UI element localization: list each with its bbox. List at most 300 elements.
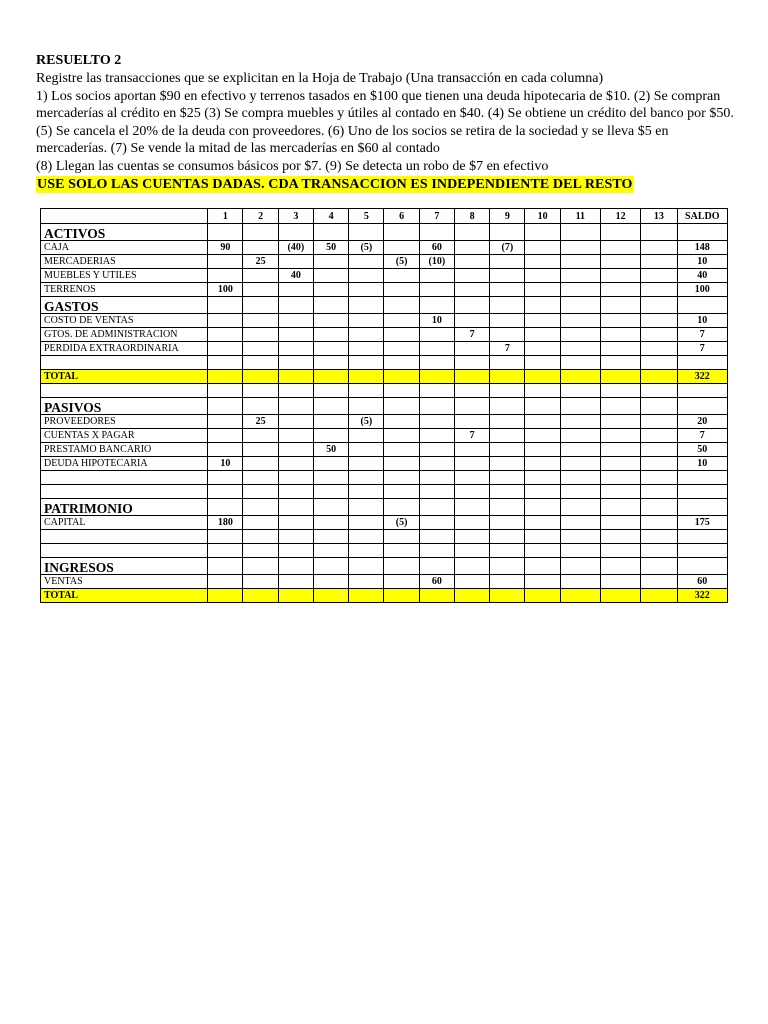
value-cell [278,370,313,384]
value-cell [384,471,419,485]
value-cell [243,544,278,558]
value-cell [525,558,560,575]
value-cell [600,575,640,589]
value-cell [349,471,384,485]
value-cell [525,457,560,471]
value-cell [600,443,640,457]
value-cell [349,558,384,575]
value-cell [313,328,348,342]
value-cell [419,471,454,485]
value-cell [349,314,384,328]
value-cell [560,241,600,255]
value-cell [278,224,313,241]
value-cell: (10) [419,255,454,269]
value-cell [641,471,677,485]
value-cell [641,457,677,471]
value-cell [454,516,489,530]
value-cell [384,224,419,241]
value-cell [600,384,640,398]
worksheet-table [40,208,728,603]
account-label [41,530,208,544]
value-cell [600,558,640,575]
value-cell [349,356,384,370]
value-cell [349,516,384,530]
value-cell: 40 [278,269,313,283]
value-cell: 148 [677,241,727,255]
value-cell [641,398,677,415]
value-cell [243,398,278,415]
value-cell [560,499,600,516]
value-cell: (5) [384,516,419,530]
value-cell [208,297,243,314]
value-cell [208,443,243,457]
value-cell [208,314,243,328]
value-cell [454,370,489,384]
value-cell [419,283,454,297]
value-cell [384,356,419,370]
blank-row [41,485,728,499]
column-header-2: 2 [243,209,278,224]
value-cell [243,241,278,255]
value-cell [677,471,727,485]
value-cell [560,342,600,356]
value-cell [490,384,525,398]
value-cell [641,314,677,328]
value-cell [243,558,278,575]
value-cell [525,429,560,443]
account-label [41,485,208,499]
value-cell [384,415,419,429]
value-cell: (40) [278,241,313,255]
value-cell [243,297,278,314]
value-cell [641,575,677,589]
value-cell: 10 [677,314,727,328]
value-cell: 90 [208,241,243,255]
section-row [41,398,728,415]
account-label [41,356,208,370]
value-cell: 10 [677,457,727,471]
value-cell [208,530,243,544]
value-cell [384,429,419,443]
value-cell [560,530,600,544]
table-row [41,516,728,530]
transactions-description: 1) Los socios aportan $90 en efectivo y terrenos tasados en $100 que tienen una deuda hipotecaria de $10. (2) Se compran mercaderías al crédito en $25 (3) Se compra muebles y útiles al contado en $40. (4) Se obtiene un crédito del banco por $50. (5) Se cancela el 20% de la deuda con proveedores. (6) Uno de los socios se retira de la sociedad y se lleva $5 en mercaderías. (7) Se vende la mitad de las mercaderías en $60 al contado [36,88,734,156]
value-cell [525,255,560,269]
value-cell [641,342,677,356]
value-cell [600,314,640,328]
table-row [41,342,728,356]
value-cell [419,558,454,575]
transactions-description-continued: (8) Llegan las cuentas se consumos básicos por $7. (9) Se detecta un robo de $7 en efectivo [36,158,549,174]
value-cell [313,342,348,356]
value-cell [208,558,243,575]
value-cell [560,224,600,241]
value-cell [349,269,384,283]
value-cell [600,224,640,241]
section-heading: PATRIMONIO [41,499,208,516]
value-cell: 7 [490,342,525,356]
value-cell [278,283,313,297]
account-label [41,544,208,558]
instructions-text: Registre las transacciones que se explicitan en la Hoja de Trabajo (Una transacción en cada columna) [36,71,604,86]
section-heading: GASTOS [41,297,208,314]
value-cell [313,356,348,370]
value-cell [384,485,419,499]
value-cell [454,255,489,269]
value-cell [313,499,348,516]
value-cell [525,241,560,255]
value-cell [525,224,560,241]
value-cell [384,398,419,415]
value-cell [600,429,640,443]
value-cell [384,297,419,314]
value-cell [490,516,525,530]
value-cell [677,356,727,370]
value-cell [677,398,727,415]
value-cell: 10 [419,314,454,328]
value-cell [313,575,348,589]
column-header-9: 9 [490,209,525,224]
value-cell [349,499,384,516]
value-cell [384,241,419,255]
value-cell [243,328,278,342]
value-cell [600,485,640,499]
value-cell [490,255,525,269]
value-cell [349,544,384,558]
blank-row [41,530,728,544]
value-cell [525,283,560,297]
value-cell [600,457,640,471]
value-cell [525,575,560,589]
value-cell [641,269,677,283]
value-cell [490,457,525,471]
value-cell [243,575,278,589]
value-cell [641,589,677,603]
value-cell [490,297,525,314]
section-heading: INGRESOS [41,558,208,575]
value-cell [641,530,677,544]
value-cell [677,530,727,544]
value-cell [349,342,384,356]
value-cell [419,544,454,558]
value-cell [243,356,278,370]
value-cell [349,370,384,384]
column-header-13: 13 [641,209,677,224]
value-cell [560,356,600,370]
column-header-7: 7 [419,209,454,224]
account-label: TOTAL [41,370,208,384]
value-cell [560,558,600,575]
value-cell [278,255,313,269]
account-label: CUENTAS X PAGAR [41,429,208,443]
value-cell [419,269,454,283]
value-cell [641,384,677,398]
value-cell [419,589,454,603]
value-cell [600,471,640,485]
value-cell [490,589,525,603]
column-header-5: 5 [349,209,384,224]
value-cell [454,471,489,485]
account-label: MERCADERIAS [41,255,208,269]
column-header-11: 11 [560,209,600,224]
value-cell [600,342,640,356]
account-label: CAJA [41,241,208,255]
value-cell: 25 [243,255,278,269]
value-cell [384,530,419,544]
value-cell [560,370,600,384]
value-cell [349,589,384,603]
value-cell [641,544,677,558]
value-cell [525,370,560,384]
value-cell [600,516,640,530]
value-cell [454,530,489,544]
value-cell [641,415,677,429]
value-cell [243,283,278,297]
table-row [41,328,728,342]
value-cell [208,398,243,415]
value-cell [243,384,278,398]
value-cell [384,283,419,297]
value-cell [677,485,727,499]
value-cell [313,429,348,443]
value-cell [560,415,600,429]
value-cell [525,516,560,530]
value-cell [677,499,727,516]
value-cell [419,499,454,516]
value-cell [560,485,600,499]
value-cell: 10 [208,457,243,471]
value-cell [278,575,313,589]
table-row [41,415,728,429]
value-cell [313,314,348,328]
blank-row [41,384,728,398]
value-cell [243,530,278,544]
value-cell [600,499,640,516]
value-cell [384,558,419,575]
value-cell [243,589,278,603]
value-cell [419,415,454,429]
value-cell: 322 [677,370,727,384]
value-cell [278,530,313,544]
value-cell [349,398,384,415]
value-cell [490,530,525,544]
value-cell [313,398,348,415]
value-cell: 180 [208,516,243,530]
value-cell [243,370,278,384]
value-cell [384,443,419,457]
value-cell [278,356,313,370]
value-cell [454,558,489,575]
value-cell [600,255,640,269]
value-cell [349,384,384,398]
worksheet-body [41,209,728,603]
value-cell [641,429,677,443]
value-cell [243,485,278,499]
value-cell [600,297,640,314]
value-cell [349,297,384,314]
value-cell [560,297,600,314]
account-label: PRESTAMO BANCARIO [41,443,208,457]
value-cell [278,328,313,342]
value-cell [600,356,640,370]
value-cell [243,342,278,356]
value-cell [384,384,419,398]
value-cell: 50 [313,241,348,255]
value-cell [208,575,243,589]
value-cell [490,443,525,457]
document-title: RESUELTO 2 [36,53,122,68]
value-cell [560,575,600,589]
value-cell [278,516,313,530]
value-cell [490,429,525,443]
value-cell [243,457,278,471]
value-cell [278,384,313,398]
value-cell [641,241,677,255]
value-cell [560,429,600,443]
value-cell [208,370,243,384]
value-cell [208,415,243,429]
value-cell [641,356,677,370]
blank-row [41,356,728,370]
column-header-saldo: SALDO [677,209,727,224]
value-cell [641,224,677,241]
value-cell [278,297,313,314]
value-cell [313,558,348,575]
value-cell [641,485,677,499]
value-cell [243,224,278,241]
value-cell [419,485,454,499]
column-header-10: 10 [525,209,560,224]
value-cell [384,544,419,558]
value-cell [349,485,384,499]
value-cell: 20 [677,415,727,429]
value-cell [600,370,640,384]
value-cell [278,499,313,516]
value-cell [384,269,419,283]
table-header-row [41,209,728,224]
value-cell: (7) [490,241,525,255]
value-cell [419,398,454,415]
value-cell [525,297,560,314]
value-cell [600,241,640,255]
value-cell [490,269,525,283]
value-cell [278,429,313,443]
value-cell: (5) [384,255,419,269]
blank-row [41,544,728,558]
value-cell [454,457,489,471]
value-cell [641,297,677,314]
value-cell [525,589,560,603]
column-header-3: 3 [278,209,313,224]
value-cell [278,558,313,575]
value-cell [208,384,243,398]
value-cell [208,269,243,283]
column-header-12: 12 [600,209,640,224]
total-row [41,370,728,384]
value-cell [384,370,419,384]
value-cell [313,283,348,297]
value-cell [419,429,454,443]
value-cell [313,255,348,269]
value-cell [490,314,525,328]
value-cell [560,255,600,269]
value-cell [454,415,489,429]
value-cell [490,499,525,516]
value-cell [454,342,489,356]
table-row [41,575,728,589]
value-cell [349,283,384,297]
value-cell [525,471,560,485]
value-cell [419,297,454,314]
table-row [41,283,728,297]
value-cell [454,443,489,457]
value-cell: 7 [677,429,727,443]
value-cell [560,516,600,530]
value-cell [419,328,454,342]
value-cell [454,499,489,516]
value-cell [208,255,243,269]
value-cell [560,471,600,485]
value-cell [419,370,454,384]
value-cell [600,415,640,429]
section-row [41,224,728,241]
section-heading: ACTIVOS [41,224,208,241]
value-cell [208,342,243,356]
value-cell [641,283,677,297]
value-cell [384,589,419,603]
value-cell [278,415,313,429]
value-cell [677,544,727,558]
value-cell: 175 [677,516,727,530]
value-cell [560,589,600,603]
blank-row [41,471,728,485]
value-cell [208,356,243,370]
value-cell [641,255,677,269]
value-cell [490,471,525,485]
value-cell [525,415,560,429]
value-cell [454,283,489,297]
table-row [41,269,728,283]
value-cell [454,589,489,603]
value-cell [525,356,560,370]
value-cell [525,314,560,328]
value-cell [208,485,243,499]
value-cell [525,530,560,544]
value-cell [349,575,384,589]
highlighted-warning: USE SOLO LAS CUENTAS DADAS. CDA TRANSACCION ES INDEPENDIENTE DEL RESTO [37,177,633,192]
value-cell [454,544,489,558]
value-cell [384,328,419,342]
value-cell [490,485,525,499]
value-cell [419,457,454,471]
value-cell [490,328,525,342]
value-cell [208,224,243,241]
value-cell [454,241,489,255]
column-header-8: 8 [454,209,489,224]
value-cell: (5) [349,241,384,255]
value-cell [313,415,348,429]
value-cell [525,398,560,415]
value-cell [349,328,384,342]
column-header-4: 4 [313,209,348,224]
column-header-1: 1 [208,209,243,224]
value-cell [349,530,384,544]
value-cell [419,224,454,241]
value-cell [278,485,313,499]
value-cell [243,429,278,443]
value-cell [243,443,278,457]
value-cell [243,499,278,516]
